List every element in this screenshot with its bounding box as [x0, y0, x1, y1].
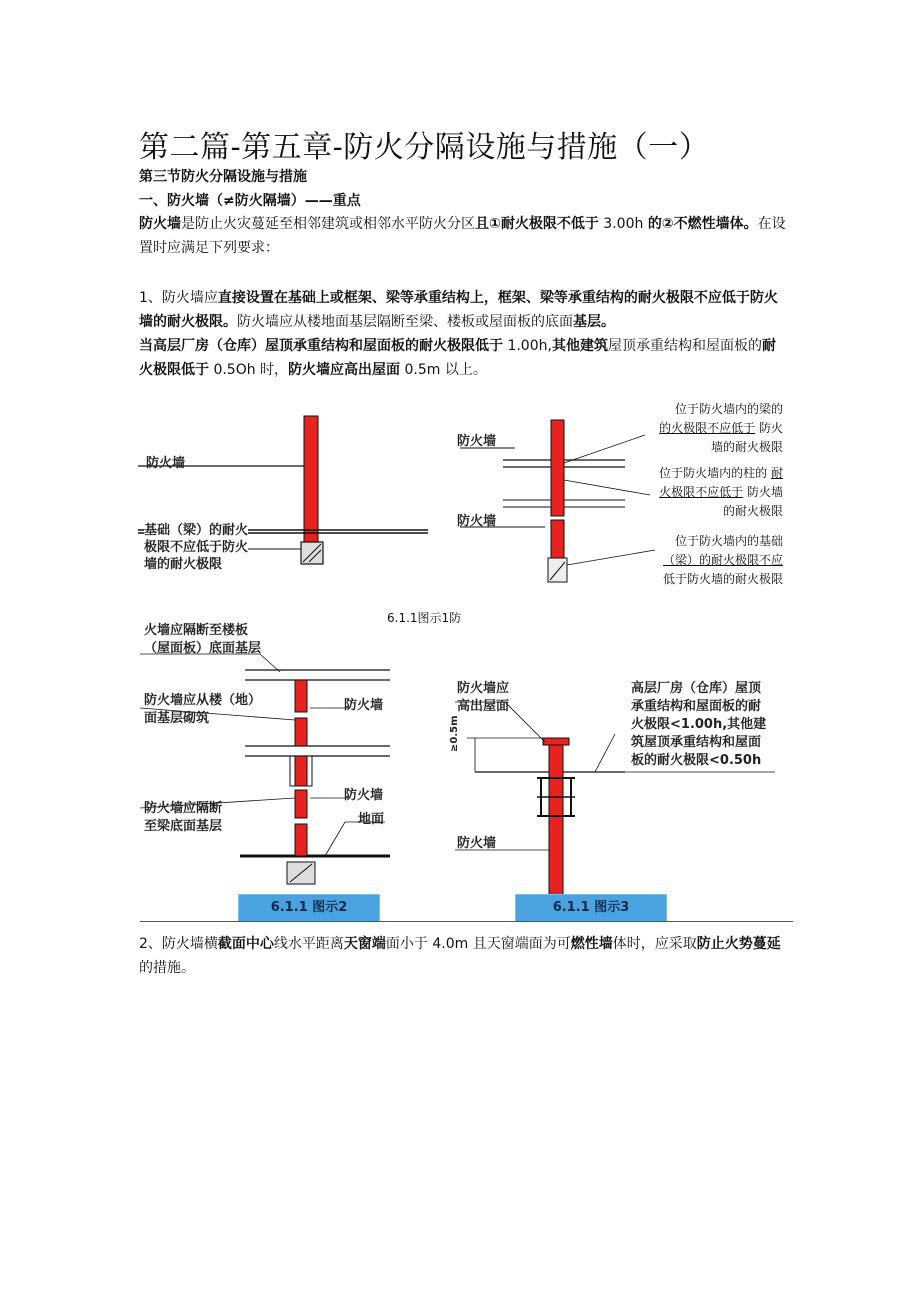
wall-label: 防火墙 [457, 836, 497, 851]
wall-label: 防火墙 [146, 456, 186, 471]
subsection-heading: 一、防火墙（≠防火隔墙）——重点 [139, 193, 361, 209]
label-above-roof: 防火墙应 高出屋面 [457, 681, 510, 714]
section-heading: 第三节防火分隔设施与措施 [139, 169, 307, 185]
dimension-label: ≥0.5m [449, 715, 460, 752]
paragraph-definition: 防火墙是防止火灾蔓延至相邻建筑或相邻水平防火分区且①耐火极限不低于 3.00h 的②不燃性墙体。在设置时应满足下列要求： [139, 216, 786, 256]
note-foundation: 位于防火墙内的基础 （梁）的耐火极限不应 低于防火墙的耐火极限 [662, 534, 783, 586]
figure-badge-3: 6.1.1 图示3 [515, 894, 667, 922]
figure-2 [455, 400, 785, 590]
figure-1 [138, 412, 428, 582]
figure-badge-2: 6.1.1 图示2 [238, 894, 380, 922]
ground-label: 地面 [358, 812, 385, 827]
note-beam: 位于防火墙内的梁的 的火极限不应低于 防火 墙的耐火极限 [659, 402, 783, 454]
wall-label-bottom: 防火墙 [457, 514, 497, 529]
divider [140, 921, 793, 922]
label-to-slab: 火墙应隔断至楼板 （屋面板）底面基层 [144, 623, 262, 656]
wall-label-top: 防火墙 [457, 434, 497, 449]
label-from-floor: 防火墙应从楼（地） 面基层砌筑 [144, 693, 262, 726]
base-label: 基础（梁）的耐火 极限不应低于防火 墙的耐火极限 [144, 523, 249, 572]
figure-3-drawing [140, 622, 400, 922]
wall-label-2: 防火墙 [344, 788, 384, 803]
figure-4 [449, 676, 785, 922]
note-column: 位于防火墙内的柱的 耐 火极限不应低于 防火墙 的耐火极限 [659, 466, 783, 518]
roof-note: 高层厂房（仓库）屋顶 承重结构和屋面板的耐 火极限<1.00h,其他建 筑屋顶承重结构和屋面 板的耐火极限<0.50h [631, 681, 767, 768]
label-to-beam: 防火墙应隔断 至梁底面基层 [144, 801, 223, 834]
paragraph-requirement-1: 1、防火墙应直接设置在基础上或框架、梁等承重结构上，框架、梁等承重结构的耐火极限不应低于防火墙的耐火极限。防火墙应从楼地面基层隔断至梁、楼板或屋面板的底面基层。 当高层厂房（仓库）屋顶承重结构和屋面板的耐火极限低于 1.00h,其他建筑屋顶承重结构和屋面板的耐火极限低于 0.5Oh 时，防火墙应高出屋面 0.5m 以上。 [139, 290, 778, 378]
paragraph-requirement-2: 2、防火墙横截面中心线水平距离天窗端面小于 4.0m 且天窗端面为可燃性墙体时，应采取防止火势蔓延的措施。 [139, 936, 781, 976]
figure-3 [140, 622, 400, 922]
wall-label-1: 防火墙 [344, 698, 384, 713]
figure-caption: 6.1.1图示1防 [387, 611, 462, 625]
page-title: 第二篇-第五章-防火分隔设施与措施（一） [139, 130, 710, 165]
